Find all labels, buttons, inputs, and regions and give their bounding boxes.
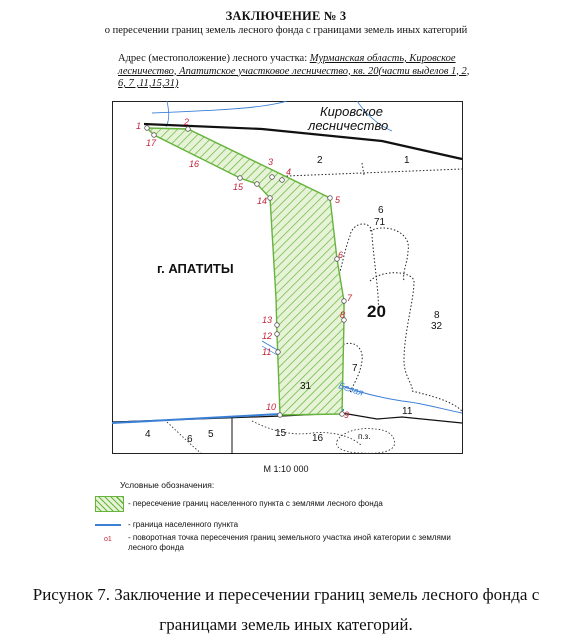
point-label: 4 [286, 167, 292, 177]
quarter-number: 20 [367, 302, 386, 321]
svg-text:31: 31 [300, 381, 312, 392]
point-label: 15 [233, 182, 244, 192]
point-label: 5 [335, 195, 341, 205]
map-scale: М 1:10 000 [263, 464, 309, 474]
legend-item-intersection: - пересечение границ населенного пункта с землями лесного фонда [128, 499, 383, 508]
svg-text:6: 6 [378, 205, 384, 216]
legend-item-boundary: - граница населенного пункта [128, 520, 239, 529]
svg-text:6: 6 [187, 434, 193, 445]
svg-text:71: 71 [374, 217, 386, 228]
point-label: 16 [189, 159, 200, 169]
svg-text:32: 32 [431, 321, 443, 332]
svg-text:16: 16 [312, 433, 324, 444]
caption-line-1: Рисунок 7. Заключение и пересечении границ земель лесного фонда с [32, 585, 540, 604]
point-label: 3 [268, 157, 274, 167]
legend-hatch-swatch [95, 496, 124, 512]
point-label: 17 [146, 138, 157, 148]
point-label: 10 [266, 402, 277, 412]
point-label: 2 [184, 117, 190, 127]
point-label: 14 [257, 196, 268, 206]
caption-line-2: границами земель иных категорий. [159, 615, 413, 634]
svg-text:5: 5 [208, 429, 214, 440]
city-label: г. АПАТИТЫ [157, 261, 234, 276]
svg-text:7: 7 [352, 363, 358, 374]
document-title: ЗАКЛЮЧЕНИЕ № 3 [225, 9, 347, 23]
forest-map [112, 101, 463, 454]
svg-text:1: 1 [404, 155, 410, 166]
document-subtitle: о пересечении границ земель лесного фонда с границами земель иных категорий [104, 25, 468, 36]
point-label: 7 [347, 293, 353, 303]
legend-point-marker: о1 [104, 536, 112, 543]
river-label: Белая [337, 380, 365, 398]
figure-caption [0, 580, 572, 640]
legend-boundary-swatch [95, 524, 121, 526]
address-block [118, 53, 473, 91]
legend-item-point: - поворотная точка пересечения границ земельного участка иной категории с землями лесного фонда [128, 533, 451, 552]
district-label: Кировское [320, 104, 383, 119]
point-label: 11 [262, 347, 272, 357]
legend-title: Условные обозначения: [120, 480, 215, 490]
svg-text:4: 4 [145, 429, 151, 440]
point-label: 8 [340, 310, 346, 320]
point-label: 9 [344, 410, 350, 420]
svg-text:8: 8 [434, 310, 440, 321]
svg-text:2: 2 [317, 155, 323, 166]
district-label: лесничество [308, 118, 389, 133]
svg-text:п.з.: п.з. [358, 432, 371, 441]
svg-text:11: 11 [402, 406, 413, 417]
address-label: Адрес (местоположение) лесного участка: [118, 53, 308, 64]
svg-text:15: 15 [275, 428, 287, 439]
point-label: 1 [136, 121, 142, 131]
point-label: 12 [262, 331, 273, 341]
point-label: 13 [262, 315, 273, 325]
address-value: Мурманская область, Кировское лесничество, Апатитское участковое лесничество, кв. 20(части выделов 1, 2, 6, 7 ,11,15,31) [118, 53, 470, 89]
point-label: 6 [338, 250, 344, 260]
